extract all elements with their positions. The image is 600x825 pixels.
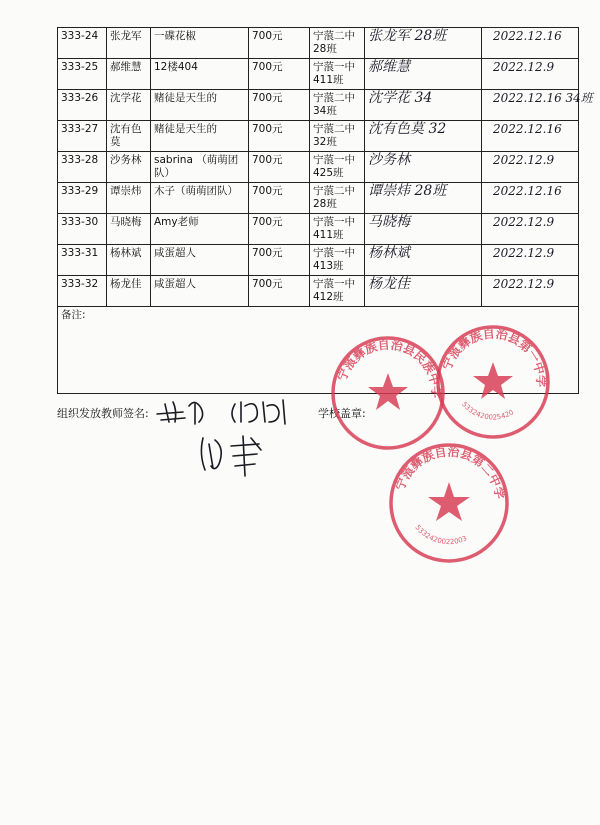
donor-nickname-cell: 咸蛋超人: [151, 276, 249, 307]
row-id-cell: 333-29: [58, 183, 107, 214]
amount-cell: 700元: [249, 28, 310, 59]
handwritten-date: 2022.12.16 34班: [493, 91, 593, 105]
amount-cell: 700元: [249, 276, 310, 307]
amount-cell: 700元: [249, 183, 310, 214]
recipient-name-cell: 沙务林: [107, 152, 151, 183]
signature-cell: [365, 214, 482, 245]
remark-cell: 备注:: [58, 307, 579, 394]
amount-cell: 700元: [249, 152, 310, 183]
recipient-name-cell: 张龙军: [107, 28, 151, 59]
signature-cell: [365, 59, 482, 90]
recipient-name-cell: 沈有色莫: [107, 121, 151, 152]
class-cell: 宁蒗一中412班: [310, 276, 365, 307]
handwritten-date: 2022.12.9: [493, 60, 555, 74]
amount-cell: 700元: [249, 214, 310, 245]
date-cell: [482, 245, 579, 276]
row-id-cell: 333-27: [58, 121, 107, 152]
recipient-name-cell: 谭崇炜: [107, 183, 151, 214]
svg-text:宁蒗彝族自治县第一中学: 宁蒗彝族自治县第一中学: [439, 326, 549, 388]
donor-nickname-cell: sabrina （萌萌团队）: [151, 152, 249, 183]
class-cell: 宁蒗二中28班: [310, 183, 365, 214]
table-row: [58, 214, 579, 245]
date-cell: [482, 28, 579, 59]
handwritten-signature: 郝维慧: [368, 59, 410, 75]
handwritten-date: 2022.12.9: [493, 246, 555, 260]
signature-cell: [365, 245, 482, 276]
date-cell: [482, 59, 579, 90]
signature-cell: [365, 276, 482, 307]
school-seal-stamp: [386, 440, 512, 566]
teacher-signature: [155, 392, 355, 492]
table-row: [58, 183, 579, 214]
row-id-cell: 333-31: [58, 245, 107, 276]
school-seal-stamp: [328, 333, 448, 453]
donor-nickname-cell: 赌徒是天生的: [151, 121, 249, 152]
signature-cell: [365, 28, 482, 59]
amount-cell: 700元: [249, 121, 310, 152]
handwritten-signature: 沈学花 34: [368, 90, 433, 106]
handwritten-signature: 张龙军 28班: [368, 28, 447, 44]
class-cell: 宁蒗一中411班: [310, 214, 365, 245]
handwritten-signature: 马晓梅: [368, 214, 410, 230]
signature-cell: [365, 152, 482, 183]
handwritten-date: 2022.12.16: [493, 29, 562, 43]
handwritten-signature: 杨龙佳: [368, 276, 410, 292]
handwritten-signature: 谭崇炜 28班: [368, 183, 447, 199]
table-row: [58, 276, 579, 307]
recipient-name-cell: 沈学花: [107, 90, 151, 121]
handwritten-date: 2022.12.9: [493, 215, 555, 229]
class-cell: 宁蒗一中413班: [310, 245, 365, 276]
amount-cell: 700元: [249, 59, 310, 90]
handwritten-date: 2022.12.9: [493, 153, 555, 167]
class-cell: 宁蒗二中32班: [310, 121, 365, 152]
recipient-name-cell: 郝维慧: [107, 59, 151, 90]
class-cell: 宁蒗二中28班: [310, 28, 365, 59]
recipient-name-cell: 杨林斌: [107, 245, 151, 276]
donor-nickname-cell: 赌徒是天生的: [151, 90, 249, 121]
table-row: [58, 28, 579, 59]
handwritten-signature: 沈有色莫 32: [368, 121, 447, 137]
donor-nickname-cell: Amy老师: [151, 214, 249, 245]
row-id-cell: 333-32: [58, 276, 107, 307]
row-id-cell: 333-26: [58, 90, 107, 121]
handwritten-signature: 杨林斌: [368, 245, 410, 261]
handwritten-date: 2022.12.9: [493, 277, 555, 291]
table-row: [58, 121, 579, 152]
school-seal-stamp: [433, 322, 553, 442]
donor-nickname-cell: 一碟花椒: [151, 28, 249, 59]
svg-text:5332420025420: 5332420025420: [460, 400, 516, 422]
svg-text:宁蒗彝族自治县第二中学: 宁蒗彝族自治县第二中学: [392, 444, 508, 501]
class-cell: 宁蒗一中425班: [310, 152, 365, 183]
school-seal-label: 学校盖章:: [318, 407, 366, 420]
donor-nickname-cell: 12楼404: [151, 59, 249, 90]
amount-cell: 700元: [249, 245, 310, 276]
row-id-cell: 333-30: [58, 214, 107, 245]
date-cell: [482, 152, 579, 183]
signature-cell: [365, 183, 482, 214]
date-cell: [482, 214, 579, 245]
date-cell: [482, 90, 593, 121]
date-cell: [482, 276, 579, 307]
donor-nickname-cell: 咸蛋超人: [151, 245, 249, 276]
row-id-cell: 333-24: [58, 28, 107, 59]
date-cell: [482, 183, 579, 214]
class-cell: 宁蒗二中34班: [310, 90, 365, 121]
recipient-name-cell: 杨龙佳: [107, 276, 151, 307]
table-row: [58, 90, 579, 121]
signature-cell: [365, 121, 482, 152]
table-row: [58, 245, 579, 276]
row-id-cell: 333-28: [58, 152, 107, 183]
recipient-name-cell: 马晓梅: [107, 214, 151, 245]
donor-nickname-cell: 木子（萌萌团队）: [151, 183, 249, 214]
handwritten-signature: 沙务林: [368, 152, 410, 168]
signature-cell: [365, 90, 482, 121]
handwritten-date: 2022.12.16: [493, 184, 562, 198]
svg-text:宁蒗彝族自治县民族中学: 宁蒗彝族自治县民族中学: [334, 337, 444, 399]
handwritten-date: 2022.12.16: [493, 122, 562, 136]
table-row: [58, 152, 579, 183]
date-cell: [482, 121, 579, 152]
table-row: [58, 59, 579, 90]
teacher-sign-label: 组织发放教师签名:: [57, 407, 149, 420]
svg-text:5332420022003: 5332420022003: [413, 523, 469, 547]
amount-cell: 700元: [249, 90, 310, 121]
row-id-cell: 333-25: [58, 59, 107, 90]
class-cell: 宁蒗一中411班: [310, 59, 365, 90]
